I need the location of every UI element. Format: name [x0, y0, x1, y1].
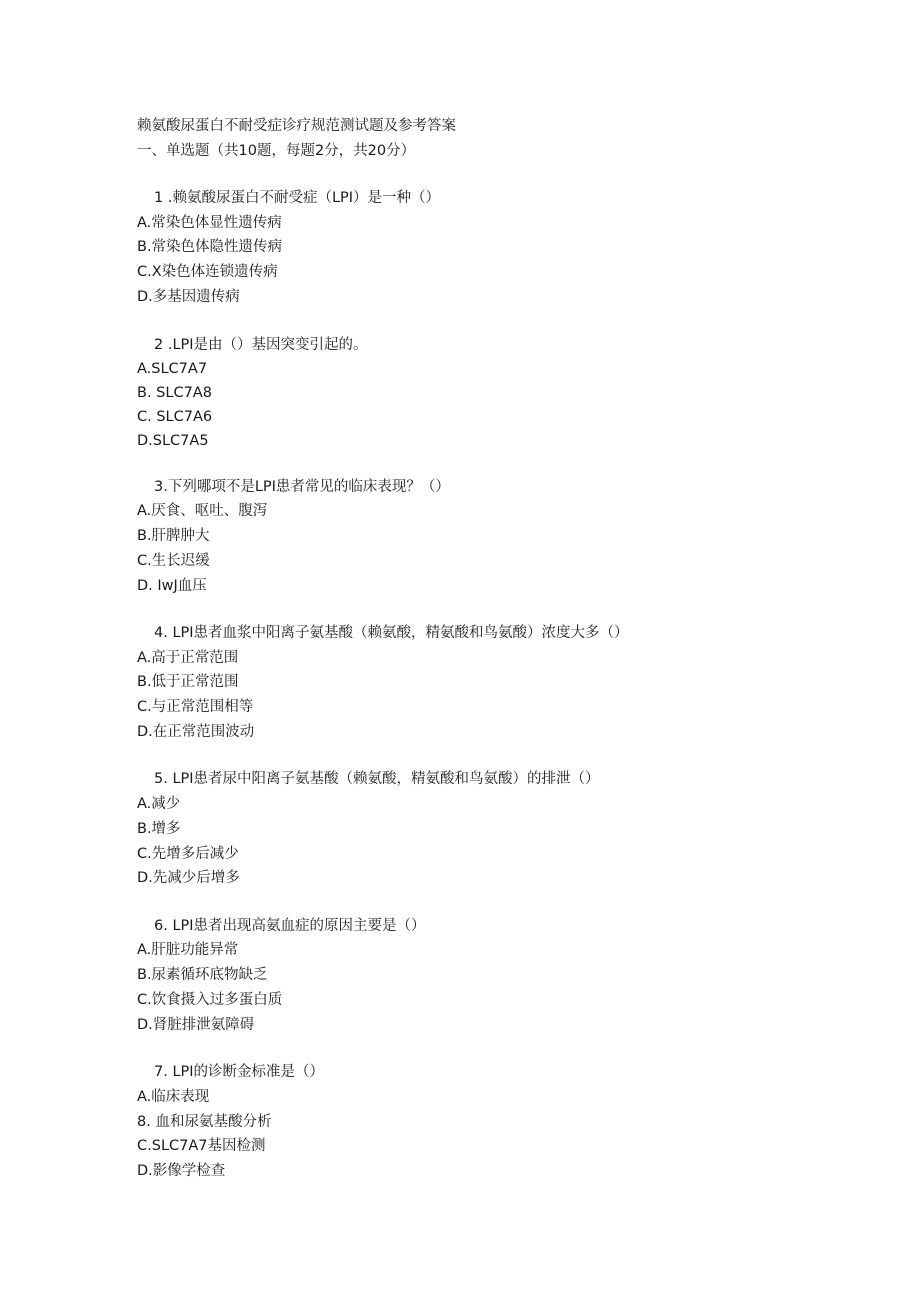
question-2-option-d: D.SLC7A5: [137, 433, 209, 449]
question-6-option-b: B.尿素循环底物缺乏: [137, 967, 268, 983]
question-7-stem: 7. LPI的诊断金标准是（）: [154, 1064, 325, 1080]
question-3-option-a: A.厌食、呕吐、腹泻: [137, 503, 268, 519]
question-1-option-a: A.常染色体显性遗传病: [137, 215, 282, 231]
question-5-option-a: A.减少: [137, 796, 181, 812]
question-2-stem: 2 .LPI是由（）基因突变引起的。: [154, 337, 368, 353]
question-6-option-d: D.肾脏排泄氨障碍: [137, 1017, 255, 1033]
question-2-option-c: C. SLC7A6: [137, 409, 213, 425]
question-3-option-d: D. IwJ血压: [137, 578, 207, 594]
question-1-stem: 1 .赖氨酸尿蛋白不耐受症（LPI）是一种（）: [154, 190, 441, 206]
question-3-stem: 3.下列哪项不是LPI患者常见的临床表现？（）: [154, 479, 450, 495]
question-5-option-c: C.先增多后减少: [137, 846, 239, 862]
question-5-option-d: D.先减少后增多: [137, 870, 240, 886]
question-4-option-a: A.高于正常范围: [137, 650, 239, 666]
question-6-option-c: C.饮食摄入过多蛋白质: [137, 992, 283, 1008]
question-1-option-c: C.X染色体连锁遗传病: [137, 264, 278, 280]
question-7-option-b: 8. 血和尿氨基酸分析: [137, 1114, 272, 1130]
question-3-option-c: C.生长迟缓: [137, 553, 210, 569]
question-7-option-a: A.临床表现: [137, 1089, 210, 1105]
question-1-option-d: D.多基因遗传病: [137, 289, 240, 305]
question-3-option-b: B.肝脾肿大: [137, 528, 210, 544]
question-7-option-d: D.影像学检查: [137, 1163, 226, 1179]
question-4-option-c: C.与正常范围相等: [137, 699, 254, 715]
question-1-option-b: B.常染色体隐性遗传病: [137, 239, 283, 255]
question-6-option-a: A.肝脏功能异常: [137, 942, 239, 958]
question-6-stem: 6. LPI患者出现高氨血症的原因主要是（）: [154, 918, 426, 934]
question-2-option-a: A.SLC7A7: [137, 361, 208, 377]
question-4-option-b: B.低于正常范围: [137, 674, 239, 690]
question-4-stem: 4. LPI患者血浆中阳离子氨基酸（赖氨酸，精氨酸和鸟氨酸）浓度大多（）: [154, 625, 629, 641]
question-5-stem: 5. LPI患者尿中阳离子氨基酸（赖氨酸，精氨酸和鸟氨酸）的排泄（）: [154, 771, 600, 787]
question-2-option-b: B. SLC7A8: [137, 385, 212, 401]
document-title: 赖氨酸尿蛋白不耐受症诊疗规范测试题及参考答案: [137, 118, 456, 134]
section-heading: 一、单选题（共10题，每题2分，共20分）: [137, 143, 416, 159]
question-7-option-c: C.SLC7A7基因检测: [137, 1138, 266, 1154]
question-4-option-d: D.在正常范围波动: [137, 724, 255, 740]
question-5-option-b: B.增多: [137, 821, 181, 837]
